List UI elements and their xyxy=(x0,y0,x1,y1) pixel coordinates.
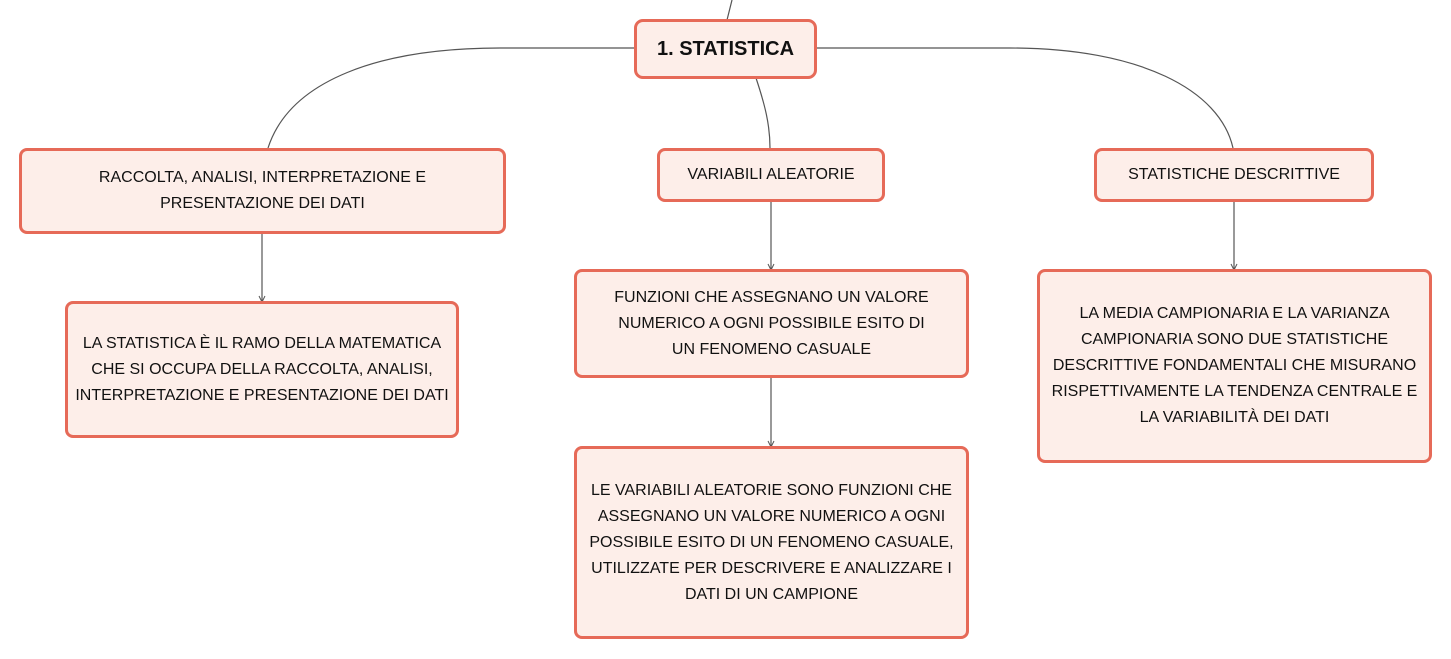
leaf-node-funzioni[interactable] xyxy=(574,269,969,378)
leaf-node-media-varianza[interactable] xyxy=(1037,269,1432,463)
leaf-node-label: FUNZIONI CHE ASSEGNANO UN VALORE NUMERICO A OGNI POSSIBILE ESITO DI UN FENOMENO CASUALE xyxy=(614,288,929,358)
branch-node-raccolta[interactable] xyxy=(19,148,506,234)
connector-parent-to-root xyxy=(727,0,732,20)
leaf-node-definizione-variabili[interactable] xyxy=(574,446,969,639)
branch-node-label: VARIABILI ALEATORIE xyxy=(687,166,855,183)
connector-root-to-raccolta xyxy=(268,48,636,148)
leaf-node-label: LE VARIABILI ALEATORIE SONO FUNZIONI CHE ASSEGNANO UN VALORE NUMERICO A OGNI POSSIBILE ESITO DI UN FENOMENO CASUALE, UTILIZZATE PER DESCRIVERE E ANALIZZARE I DATI DI UN CAMPIONE xyxy=(589,481,954,603)
root-node-label: 1. STATISTICA xyxy=(656,38,795,60)
branch-node-variabili-aleatorie[interactable] xyxy=(657,148,885,202)
branch-node-statistiche-descrittive[interactable] xyxy=(1094,148,1374,202)
branch-node-label: STATISTICHE DESCRITTIVE xyxy=(1128,166,1340,183)
leaf-node-label: LA MEDIA CAMPIONARIA E LA VARIANZA CAMPIONARIA SONO DUE STATISTICHE DESCRITTIVE FONDAMENTALI CHE MISURANO RISPETTIVAMENTE LA TENDENZA CENTRALE E LA VARIABILITÀ DEI DATI xyxy=(1051,305,1418,426)
branch-node-label: RACCOLTA, ANALISI, INTERPRETAZIONE E PRESENTAZIONE DEI DATI xyxy=(98,169,427,212)
root-node-statistica[interactable] xyxy=(634,19,817,79)
leaf-node-definizione-statistica[interactable] xyxy=(65,301,459,438)
connector-root-to-statistiche xyxy=(816,48,1233,148)
connector-root-to-variabili xyxy=(756,78,770,148)
leaf-node-label: LA STATISTICA È IL RAMO DELLA MATEMATICA CHE SI OCCUPA DELLA RACCOLTA, ANALISI, INTERPRETAZIONE E PRESENTAZIONE DEI DATI xyxy=(75,334,449,404)
